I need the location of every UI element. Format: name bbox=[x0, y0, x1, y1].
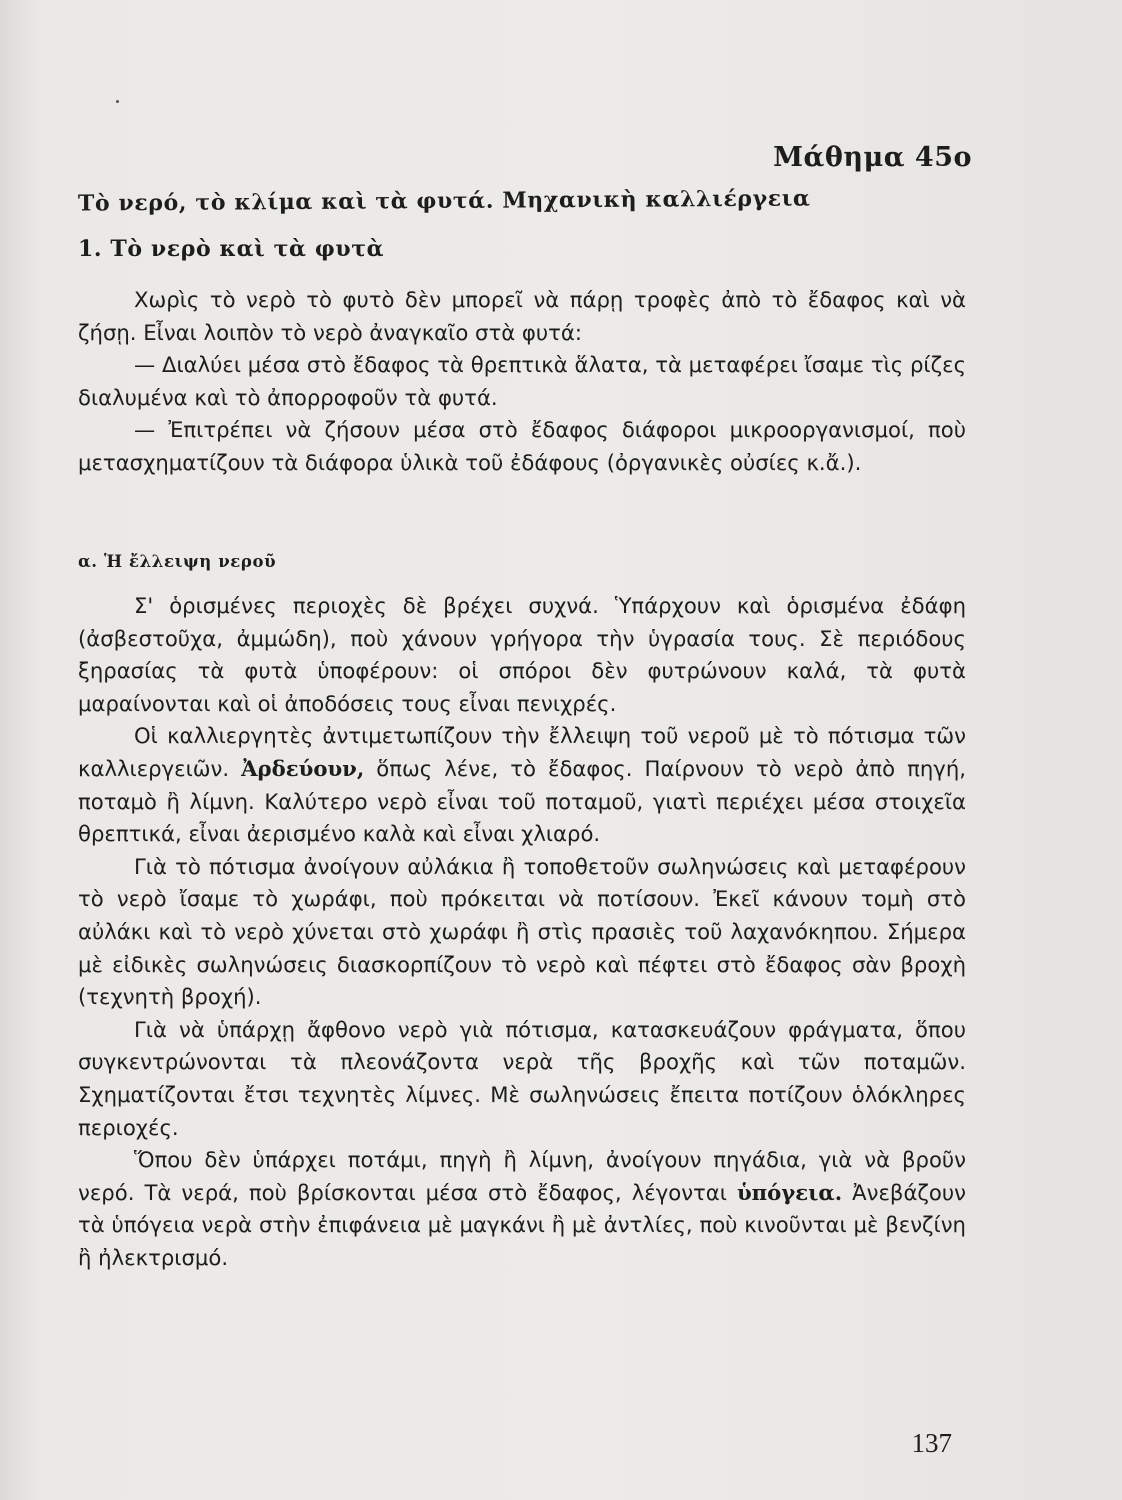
paragraph: Σ' ὁρισμένες περιοχὲς δὲ βρέχει συχνά. Ὑπάρχουν καὶ ὁρισμένα ἐδάφη (ἀσβεστοῦχα, ἀμμώδη), ποὺ χάνουν γρήγορα τὴν ὑγρασία τους. Σὲ περιόδους ξηρασίας τὰ φυτὰ ὑποφέρουν: οἱ σπόροι δὲν φυτρώνουν καλά, τὰ φυτὰ μαραίνονται καὶ οἱ ἀποδόσεις τους εἶναι πενιχρές. bbox=[78, 593, 966, 716]
bold-term: Ἀρδεύουν, bbox=[241, 755, 365, 781]
bold-term: ὑπόγεια. bbox=[736, 1179, 843, 1205]
text-run: Οἱ καλλιεργητὲς ἀντιμετωπίζουν τὴν ἔλλειψη τοῦ νεροῦ μὲ τὸ πότισμα τῶν καλλιεργειῶν. bbox=[78, 723, 966, 781]
paragraph: Γιὰ νὰ ὑπάρχῃ ἄφθονο νερὸ γιὰ πότισμα, κατασκευάζουν φράγματα, ὅπου συγκεντρώνονται τὰ πλεονάζοντα νερὰ τῆς βροχῆς καὶ τῶν ποταμῶν. Σχηματίζονται ἔτσι τεχνητὲς λίμνες. Μὲ σωληνώσεις ἔπειτα ποτίζουν ὁλόκληρες περιοχές. bbox=[78, 1016, 966, 1140]
page-title: Τὸ νερό, τὸ κλίμα καὶ τὰ φυτά. Μηχανικὴ καλλιέργεια bbox=[77, 185, 811, 217]
paragraph: Χωρὶς τὸ νερὸ τὸ φυτὸ δὲν μπορεῖ νὰ πάρῃ τροφὲς ἀπὸ τὸ ἔδαφος καὶ νὰ ζήσῃ. Εἶναι λοιπὸν τὸ νερὸ ἀναγκαῖο στὰ φυτά: bbox=[78, 287, 966, 345]
subsection-heading: α. Ἡ ἔλλειψη νεροῦ bbox=[78, 552, 277, 571]
text-run: Ὅπου δὲν ὑπάρχει ποτάμι, πηγὴ ἢ λίμνη, ἀνοίγουν πηγάδια, γιὰ νὰ βροῦν νερό. Τὰ νερά, ποὺ βρίσκονται μέσα στὸ ἔδαφος, λέγονται bbox=[78, 1147, 966, 1205]
paragraph bbox=[78, 720, 966, 850]
paragraph: Γιὰ τὸ πότισμα ἀνοίγουν αὐλάκια ἢ τοποθετοῦν σωληνώσεις καὶ μεταφέρουν τὸ νερὸ ἴσαμε τὸ χωράφι, ποὺ πρόκειται νὰ ποτίσουν. Ἐκεῖ κάνουν τομὴ στὸ αὐλάκι καὶ τὸ νερὸ χύνεται στὸ χωράφι ἢ στὶς πρασιὲς τοῦ λαχανόκηπου. Σήμερα μὲ εἰδικὲς σωληνώσεις διασκορπίζουν τὸ νερὸ καὶ πέφτει στὸ ἔδαφος σὰν βροχὴ (τεχνητὴ βροχή). bbox=[78, 853, 966, 1010]
paragraph: — Ἐπιτρέπει νὰ ζήσουν μέσα στὸ ἔδαφος διάφοροι μικροοργανισμοί, ποὺ μετασχηματίζουν τὰ διάφορα ὑλικὰ τοῦ ἐδάφους (ὀργανικὲς οὐσίες κ.ἄ.). bbox=[78, 417, 966, 475]
text-run: ὅπως λένε, τὸ ἔδαφος. Παίρνουν τὸ νερὸ ἀπὸ πηγή, ποταμὸ ἢ λίμνη. Καλύτερο νερὸ εἶναι τοῦ ποταμοῦ, γιατὶ περιέχει μέσα στοιχεῖα θρεπτικά, εἶναι ἀερισμένο καλὰ καὶ εἶναι χλιαρό. bbox=[78, 755, 967, 847]
page-number: 137 bbox=[911, 1428, 952, 1458]
paragraph bbox=[78, 1144, 966, 1274]
paragraph: — Διαλύει μέσα στὸ ἔδαφος τὰ θρεπτικὰ ἅλατα, τὰ μεταφέρει ἴσαμε τὶς ρίζες διαλυμένα καὶ τὸ ἀπορροφοῦν τὰ φυτά. bbox=[78, 352, 966, 410]
lesson-number: Μάθημα 45ο bbox=[773, 142, 972, 173]
text-run: Ἀνεβάζουν τὰ ὑπόγεια νερὰ στὴν ἐπιφάνεια μὲ μαγκάνι ἢ μὲ ἀντλίες, ποὺ κινοῦνται μὲ βενζίνη ἢ ἠλεκτρισμό. bbox=[78, 1179, 966, 1270]
intro-text bbox=[78, 284, 966, 480]
body-text bbox=[78, 590, 966, 1274]
print-speck bbox=[116, 100, 119, 103]
section-heading: 1. Τὸ νερὸ καὶ τὰ φυτὰ bbox=[78, 236, 385, 262]
